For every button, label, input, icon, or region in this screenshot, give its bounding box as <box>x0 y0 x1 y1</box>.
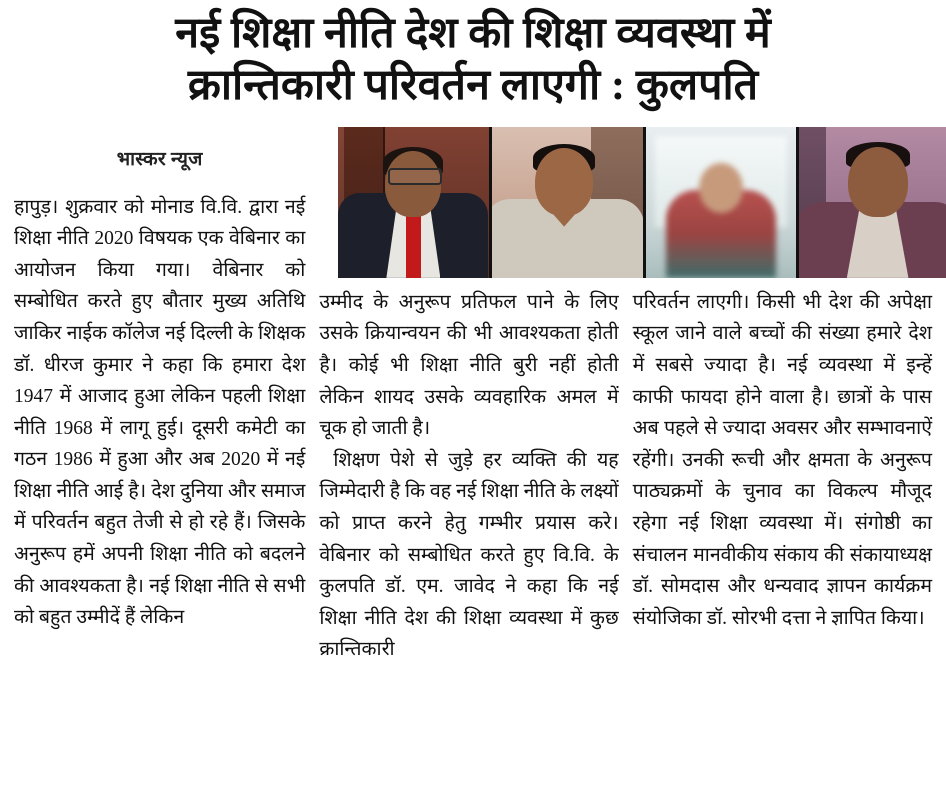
photo-strip <box>338 127 946 278</box>
paragraph: उम्मीद के अनुरूप प्रतिफल पाने के लिए उसके क्रियान्वयन की भी आवश्यकता होती है। कोई भी शिक्षा नीति बुरी नहीं होती लेकिन शायद उसके व्यवहारिक अमल में चूक हो जाती है। <box>319 291 619 440</box>
photo-speaker-2 <box>492 127 643 278</box>
article-body <box>14 127 932 666</box>
photo-speaker-4 <box>799 127 946 278</box>
photo-face <box>535 148 593 216</box>
headline-line-2: क्रान्तिकारी परिवर्तन लाएगी : कुलपति <box>187 62 759 110</box>
byline: भास्कर न्यूज <box>116 148 203 170</box>
headline-line-1: नई शिक्षा नीति देश की शिक्षा व्यवस्था में <box>175 10 771 57</box>
page-title <box>14 8 932 113</box>
photo-speaker-1 <box>338 127 489 278</box>
paragraph: हापुड़। शुक्रवार को मोनाड वि.वि. द्वारा नई शिक्षा नीति 2020 विषयक एक वेबिनार का आयोजन किया गया। वेबिनार को सम्बोधित करते हुए बौतार मुख्य अतिथि जाकिर नाईक कॉलेज नई दिल्ली के शिक्षक डॉ. धीरज कुमार ने कहा कि हमारा देश 1947 में आजाद हुआ लेकिन पहली शिक्षा नीति 1968 में लागू हुई। दूसरी कमेटी का गठन 1986 में हुआ और अब 2020 में नई शिक्षा नीति आई है। देश दुनिया और समाज में परिवर्तन बहुत तेजी से हो रहे हैं। जिसके अनुरूप हमें अपनी शिक्षा नीति को बदलने की आवश्यकता है। नई शिक्षा नीति से सभी को बहुत उम्मीदें हैं लेकिन <box>14 196 306 629</box>
photo-face <box>848 147 908 217</box>
photo-face <box>699 163 743 213</box>
article-column-1 <box>14 127 305 634</box>
photo-glasses <box>388 168 442 185</box>
photo-speaker-3 <box>646 127 797 278</box>
paragraph: परिवर्तन लाएगी। किसी भी देश की अपेक्षा स्कूल जाने वाले बच्चों की संख्या हमारे देश में सबसे ज्यादा है। नई व्यवस्था में इन्हें काफी फायदा होने वाला है। छात्रों के पास अब पहले से ज्यादा अवसर और सम्भावनाऐं रहेंगी। उनकी रूची और क्षमता के अनुरूप पाठ्यक्रमों के चुनाव का विकल्प मौजूद रहेगा नई शिक्षा व्यवस्था में। संगोष्ठी का संचालन मानवीकीय संकाय की संकायाध्यक्ष डॉ. सोमदास और धन्यवाद ज्ञापन कार्यक्रम संयोजिका डॉ. सोरभी दत्ता ने ज्ञापित किया। <box>632 291 932 629</box>
paragraph: शिक्षण पेशे से जुड़े हर व्यक्ति की यह जिम्मेदारी है कि वह नई शिक्षा नीति के लक्ष्यों को प्राप्त करने हेतु गम्भीर प्रयास करे। वेबिनार को सम्बोधित करते हुए वि.वि. के कुलपति डॉ. एम. जावेद ने कहा कि नई शिक्षा नीति देश की शिक्षा व्यवस्था में कुछ क्रान्तिकारी <box>319 449 619 661</box>
photo-tie <box>406 208 421 277</box>
photo-blur-layer <box>646 127 797 278</box>
